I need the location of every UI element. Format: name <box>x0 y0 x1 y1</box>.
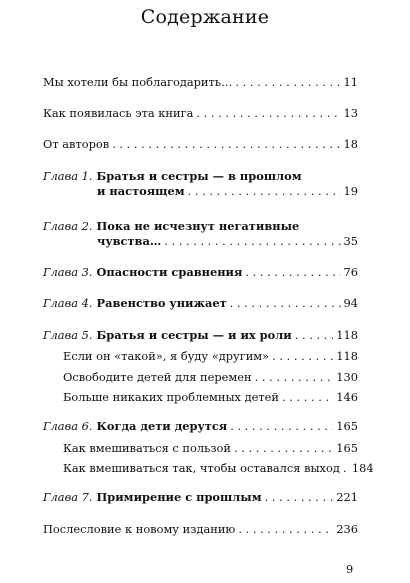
chapter-title-line1: Пока не исчезнут негативные <box>96 219 300 233</box>
leader-dots <box>238 522 333 537</box>
toc-chapter-entry[interactable] <box>43 296 358 311</box>
toc-page-number: 11 <box>343 75 358 89</box>
leader-dots <box>295 328 334 343</box>
leader-dots <box>282 390 333 405</box>
leader-dots <box>255 370 334 385</box>
toc-page-number: 221 <box>336 490 358 504</box>
toc-page-number: 184 <box>351 461 374 475</box>
toc-entry-label: От авторов <box>43 137 110 151</box>
toc-subentry[interactable] <box>63 461 374 476</box>
leader-dots <box>235 75 340 90</box>
toc-entry-label: Если он «такой», я буду «другим» <box>63 349 270 363</box>
toc-entry[interactable] <box>43 106 358 121</box>
toc-entry[interactable] <box>43 75 358 90</box>
leader-dots <box>234 441 333 456</box>
leader-dots <box>196 106 340 121</box>
leader-dots <box>230 419 333 434</box>
toc-entry[interactable] <box>43 522 358 537</box>
chapter-number: Глава 1. <box>43 169 93 183</box>
toc-entry-label: Послесловие к новому изданию <box>43 522 236 536</box>
toc-page-number: 94 <box>343 296 358 310</box>
toc-page-number: 35 <box>343 234 358 248</box>
leader-dots <box>188 184 341 199</box>
leader-dots <box>230 296 341 311</box>
toc-entry-label: Больше никаких проблемных детей <box>63 390 279 404</box>
chapter-number: Глава 3. <box>43 265 93 279</box>
chapter-title: Братья и сестры — и их роли <box>96 328 292 342</box>
chapter-number: Глава 4. <box>43 296 93 310</box>
toc-page-number: 19 <box>343 184 358 198</box>
toc-page-number: 130 <box>336 370 358 384</box>
toc-chapter-entry[interactable] <box>43 490 358 505</box>
leader-dots <box>164 234 340 249</box>
toc-page-number: 118 <box>336 349 358 363</box>
toc-page-number: 146 <box>336 390 358 404</box>
toc-chapter-entry[interactable] <box>43 219 358 249</box>
toc-page-number: 236 <box>336 522 358 536</box>
toc-entry-label: Как появилась эта книга <box>43 106 194 120</box>
toc-entry-label: Освободите детей для перемен <box>63 370 252 384</box>
toc-subentry[interactable] <box>63 441 358 456</box>
chapter-title-line2: чувства… <box>97 234 162 248</box>
toc-entry-label: Как вмешиваться с пользой <box>63 441 231 455</box>
page-number: 9 <box>346 562 354 576</box>
toc-chapter-entry[interactable] <box>43 169 358 199</box>
toc-chapter-entry[interactable] <box>43 419 358 434</box>
toc-chapter-entry[interactable] <box>43 265 358 280</box>
leader-dots <box>265 490 334 505</box>
leader-dots <box>245 265 340 280</box>
toc-page-number: 13 <box>343 106 358 120</box>
toc-page-number: 165 <box>336 419 358 433</box>
toc-page-number: 18 <box>343 137 358 151</box>
chapter-title: Равенство унижает <box>96 296 227 310</box>
toc-entry[interactable] <box>43 137 358 152</box>
chapter-title: Когда дети дерутся <box>96 419 228 433</box>
toc-subentry[interactable] <box>63 390 358 405</box>
chapter-title-line1: Братья и сестры — в прошлом <box>96 169 302 183</box>
leader-dots <box>343 461 349 476</box>
toc-page-number: 118 <box>336 328 358 342</box>
toc-entry-label <box>43 169 302 184</box>
chapter-number: Глава 6. <box>43 419 93 433</box>
leader-dots <box>272 349 333 364</box>
toc-subentry[interactable] <box>63 370 358 385</box>
toc-subentry[interactable] <box>63 349 358 364</box>
toc-page-number: 76 <box>343 265 358 279</box>
toc-entry-label <box>43 219 299 234</box>
page-title: Содержание <box>140 6 270 28</box>
chapter-title: Опасности сравнения <box>96 265 243 279</box>
chapter-number: Глава 5. <box>43 328 93 342</box>
chapter-title: Примирение с прошлым <box>96 490 262 504</box>
chapter-number: Глава 2. <box>43 219 93 233</box>
leader-dots <box>112 137 340 152</box>
toc-page-number: 165 <box>336 441 358 455</box>
toc-chapter-entry[interactable] <box>43 328 358 343</box>
toc-entry-label: Как вмешиваться так, чтобы оставался выход <box>63 461 340 475</box>
toc-entry-label: Мы хотели бы поблагодарить… <box>43 75 233 89</box>
chapter-number: Глава 7. <box>43 490 93 504</box>
chapter-title-line2: и настоящем <box>97 184 185 198</box>
